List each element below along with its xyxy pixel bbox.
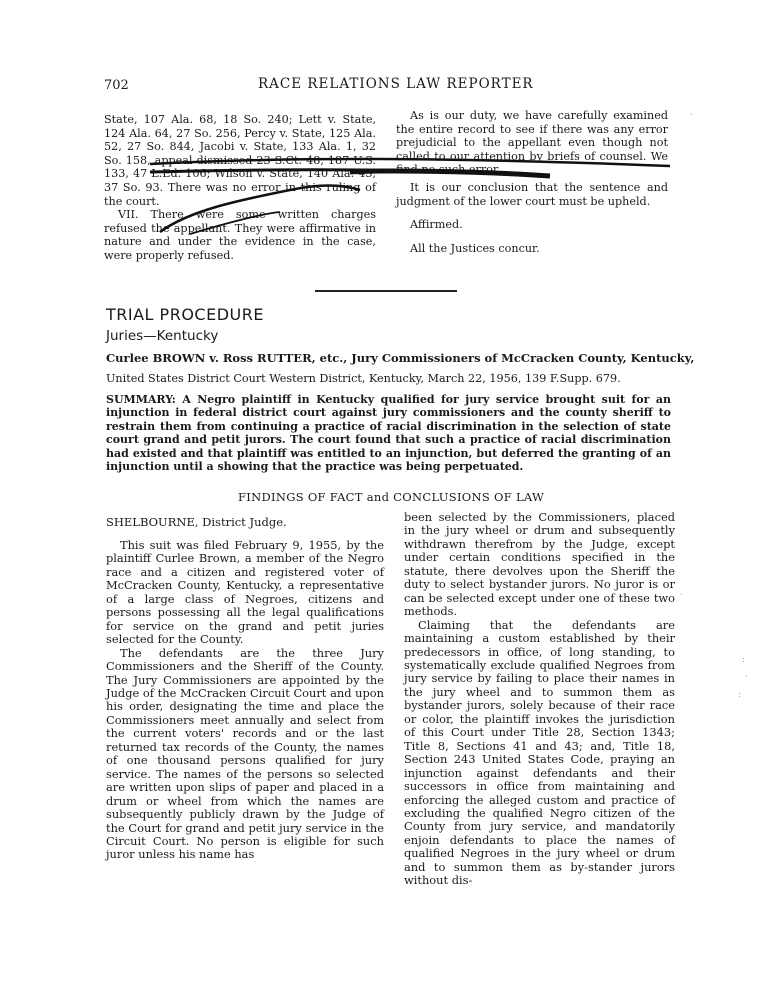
case-summary: SUMMARY: A Negro plaintiff in Kentucky qualified for jury service brought suit for an injunction in federal district court against jury commissioners and the county sheriff to restrain them from continuing a practice of racial discrimination in the selection of state court grand and petit jurors. The court found that such a practice of racial discrimination had existed and that plaintiff was entitled to an injunction, but deferred the granting of an injunction until a showing that the practice was being perpetuated. bbox=[106, 393, 671, 474]
section-divider bbox=[315, 290, 457, 292]
judge-name: SHELBOURNE, District Judge. bbox=[106, 515, 287, 529]
section-subtitle: Juries—Kentucky bbox=[106, 328, 219, 344]
citation-paragraph: State, 107 Ala. 68, 18 So. 240; Lett v. State, 124 Ala. 64, 27 So. 256, Percy v. State, 125 Ala. 52, 27 So. 844, Jacobi v. State, 133 Ala. 1, 32 So. 158, appeal dismissed 23 S.Ct. 48, 187 U.S. 133, 47 L.Ed. 106; Wilson v. State, 140 Ala. 43, 37 So. 93. There was no error in this ruling of the court. bbox=[104, 113, 376, 208]
findings-heading: FINDINGS OF FACT and CONCLUSIONS OF LAW bbox=[238, 490, 545, 504]
opinion-left-column bbox=[106, 539, 384, 862]
opinion-paragraph: This suit was filed February 9, 1955, by the plaintiff Curlee Brown, a member of the Negro race and a citizen and registered voter of McCracken County, Kentucky, a representative of a large class of Negroes, citizens and persons possessing all the legal qualifications for service on the grand and petit juries selected for the County. bbox=[106, 538, 384, 647]
case-caption: Curlee BROWN v. Ross RUTTER, etc., Jury Commissioners of McCracken County, Kentucky, bbox=[106, 351, 695, 365]
duty-paragraph: As is our duty, we have carefully examined the entire record to see if there was any error prejudicial to the appellant even though not called to our attention by briefs of counsel. We find no such error. bbox=[396, 109, 668, 177]
concur-line: All the Justices concur. bbox=[410, 241, 540, 255]
running-header: RACE RELATIONS LAW REPORTER bbox=[258, 76, 534, 92]
opinion-paragraph: Claiming that the defendants are maintaining a custom established by their predecessors in office, of long standing, to systematically exclude qualified Negroes from jury service by failing to place their names in the jury wheel and to summon them as bystander jurors, solely because of their race or color, the plaintiff invokes the jurisdiction of this Court under Title 28, Section 1343; Title 8, Sections 41 and 43; and, Title 18, Section 243 United States Code, praying an injunction against defendants and their successors in office from maintaining and enforcing the alleged custom and practice of excluding the qualified Negro citizen of the County from jury service, and mandatorily enjoin defendants to place the names of qualified Negroes in the jury wheel or drum and to summon them as by-stander jurors without dis- bbox=[404, 617, 675, 888]
opinion-paragraph: been selected by the Commissioners, placed in the jury wheel or drum and subsequently withdrawn therefrom by the Judge, except under certain conditions specified in the statute, there devolves upon the Sheriff the duty to select bystander jurors. No juror is or can be selected except under one of these two methods. bbox=[404, 510, 675, 619]
section-title: TRIAL PROCEDURE bbox=[106, 305, 264, 324]
opinion-right-column bbox=[404, 511, 675, 888]
top-right-column bbox=[396, 109, 668, 259]
conclusion-paragraph: It is our conclusion that the sentence and judgment of the lower court must be upheld. bbox=[396, 180, 668, 208]
charges-paragraph: VII. There were some written charges refused the appellant. They were affirmative in nature and under the evidence in the case, were properly refused. bbox=[104, 208, 376, 262]
court-citation: United States District Court Western District, Kentucky, March 22, 1956, 139 F.Supp. 679. bbox=[106, 372, 621, 385]
document-page: 702 RACE RELATIONS LAW REPORTER State, 107 Ala. 68, 18 So. 240; Lett v. State, 124 Ala. 64, 27 So. 256, Percy v. State, 125 Ala. 52, 27 So. 844, Jacobi v. State, 133 Ala. 1, 32 So. 158, appeal dismissed 23 S.Ct. 48, 187 U.S. 133, 47 L.Ed. 106; Wilson v. State, 140 Ala. 43, 37 So. 93. There was no error in this ruling of the court. VII. There were some written charges refused the appellant. They were affirmative in nature and under the evidence in the case, were properly refused. As is our duty, we have carefully examined the entire record to see if there was any error prejudicial to the appellant even though not called to our attention by briefs of counsel. We find no such error. It is our conclusion that the sentence and judgment of the lower court must be upheld. Affirmed. All the Justices concur. TRIAL PROCEDURE Juries—Kentucky Curlee BROWN v. Ross RUTTER, etc., Jury Commissioners of McCracken County, Kentucky, United States District Court Western District, Kentucky, March 22, 1956, 139 F.Supp. 679. SUMMARY: A Negro plaintiff in Kentucky qualified for jury service brought suit for an injunction in federal district court against jury commissioners and the county sheriff to restrain them from continuing a practice of racial discrimination in the selection of state court grand and petit jurors. The court found that such a practice of racial discrimination had existed and that plaintiff was entitled to an injunction, but deferred the granting of an injunction until a showing that the practice was being perpetuated. FINDINGS OF FACT and CONCLUSIONS OF LAW SHELBOURNE, District Judge. This suit was filed February 9, 1955, by the plaintiff Curlee Brown, a member of the Negro race and a citizen and registered voter of McCracken County, Kentucky, a representative of a large class of Negroes, citizens and persons possessing all the legal qualifications for service on the grand and petit juries selected for the County. The defendants are the three Jury Commissioners and the Sheriff of the County. The Jury Commissioners are appointed by the Judge of the McCracken Circuit Court and upon his order, designating the time and place the Commissioners meet annually and select from the current voters' records and or the last returned tax records of the County, the names of one thousand persons qualified for jury service. The names of the persons so selected are written upon slips of paper and placed in a drum or wheel from which the names are subsequently publicly drawn by the Judge of the Court for grand and petit jury service in the Circuit Court. No person is eligible for such juror unless his name has been selected by the Commissioners, placed in the jury wheel or drum and subsequently withdrawn therefrom by the Judge, except under certain conditions specified in the statute, there devolves upon the Sheriff the duty to select bystander jurors. No juror is or can be selected except under one of these two methods. Claiming that the defendants are maintaining a custom established by their predecessors in office, of long standing, to systematically exclude qualified Negroes from jury service by failing to place their names in the jury wheel and to summon them as bystander jurors, solely because of their race or color, the plaintiff invokes the jurisdiction of this Court under Title 28, Section 1343; Title 8, Sections 41 and 43; and, Title 18, Section 243 United States Code, praying an injunction against defendants and their successors in office from maintaining and enforcing the alleged custom and practice of excluding the qualified Negro citizen of the County from jury service, and mandatorily enjoin defendants to place the names of qualified Negroes in the jury wheel or drum and to summon them as by-stander jurors without dis- : · : · · bbox=[104, 76, 748, 888]
affirmed-line: Affirmed. bbox=[410, 218, 463, 232]
top-left-column bbox=[104, 113, 376, 263]
page-number: 702 bbox=[104, 78, 129, 93]
opinion-paragraph: The defendants are the three Jury Commissioners and the Sheriff of the County. The Jury Commissioners are appointed by the Judge of the McCracken Circuit Court and upon his order, designating the time and place the Commissioners meet annually and select from the current voters' records and or the last returned tax records of the County, the names of one thousand persons qualified for jury service. The names of the persons so selected are written upon slips of paper and placed in a drum or wheel from which the names are subsequently publicly drawn by the Judge of the Court for grand and petit jury service in the Circuit Court. No person is eligible for such juror unless his name has bbox=[106, 645, 384, 862]
